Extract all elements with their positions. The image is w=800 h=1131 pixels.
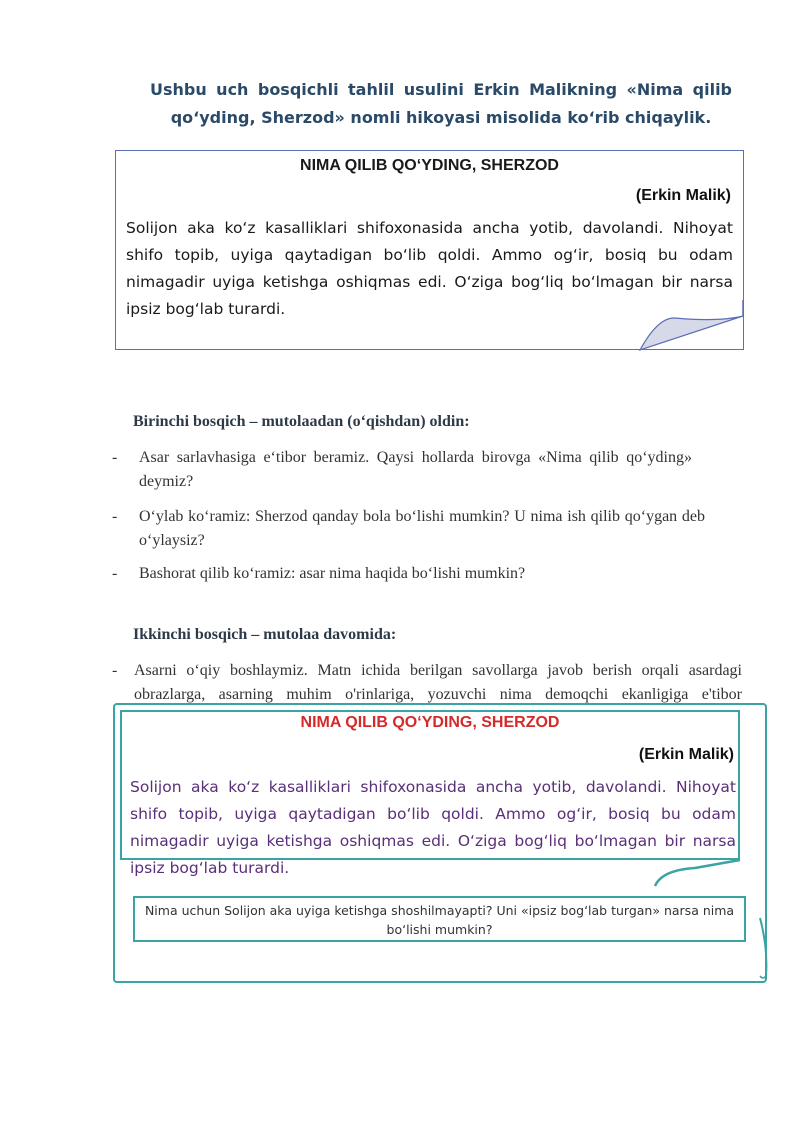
stage1-heading: Birinchi bosqich – mutolaadan (o‘qishdan) oldin: <box>133 413 470 430</box>
bullet-dash: - <box>112 565 118 582</box>
story-title: NIMA QILIB QO‘YDING, SHERZOD <box>300 714 560 731</box>
stage2-heading: Ikkinchi bosqich – mutolaa davomida: <box>133 626 397 643</box>
bullet-dash: - <box>112 662 118 679</box>
list-item <box>112 562 732 586</box>
bullet-dash: - <box>112 449 118 466</box>
story-author: (Erkin Malik) <box>635 187 731 204</box>
question-box: Nima uchun Solijon aka uyiga ketishga shoshilmayapti? Uni «ipsiz bog‘lab turgan» narsa nima bo‘lishi mumkin? <box>133 896 746 942</box>
story-author: (Erkin Malik) <box>638 746 734 763</box>
list-item <box>112 446 732 494</box>
intro-paragraph: Ushbu uch bosqichli tahlil usulini Erkin Malikning «Nima qilib qo‘yding, Sherzod» nomli hikoyasi misolida ko‘rib chiqaylik. <box>150 80 732 127</box>
story-frame-copy <box>120 710 740 877</box>
bullet-text: Asar sarlavhasiga e‘tibor beramiz. Qaysi hollarda birovga «Nima qilib qo‘yding» deymiz? <box>139 449 692 490</box>
list-item <box>112 505 732 553</box>
story-text: Solijon aka ko‘z kasalliklari shifoxonasida ancha yotib, davolandi. Nihoyat shifo topib, uyiga qaytadigan bo‘lib qoldi. Ammo og‘ir, bosiq bu odam nimagadir uyiga ketishga oshiqmas edi. O‘ziga bog‘liq bo‘lmagan bir narsa ipsiz bog‘lab turardi. <box>126 219 733 318</box>
story-title: NIMA QILIB QO‘YDING, SHERZOD <box>300 157 559 174</box>
story-text: Solijon aka ko‘z kasalliklari shifoxonasida ancha yotib, davolandi. Nihoyat shifo topib, uyiga qaytadigan bo‘lib qoldi. Ammo og‘ir, bosiq bu odam nimagadir uyiga ketishga oshiqmas edi. O‘ziga bog‘liq bo‘lmagan bir narsa ipsiz bog‘lab turardi. <box>130 778 736 877</box>
bullet-text: O‘ylab ko‘ramiz: Sherzod qanday bola bo‘lishi mumkin? U nima ish qilib qo‘ygan deb o‘ylaysiz? <box>139 508 705 549</box>
page-curl-decoration <box>600 300 750 355</box>
list-item <box>112 659 742 707</box>
bullet-text: Asarni o‘qiy boshlaymiz. Matn ichida berilgan savollarga javob berish orqali asardagi obrazlarga, asarning muhim o'rinlariga, yozuvchi nima demoqchi ekanligiga e'tibor <box>134 662 742 703</box>
bullet-dash: - <box>112 508 118 525</box>
bullet-text: Bashorat qilib ko‘ramiz: asar nima haqida bo‘lishi mumkin? <box>139 565 526 582</box>
